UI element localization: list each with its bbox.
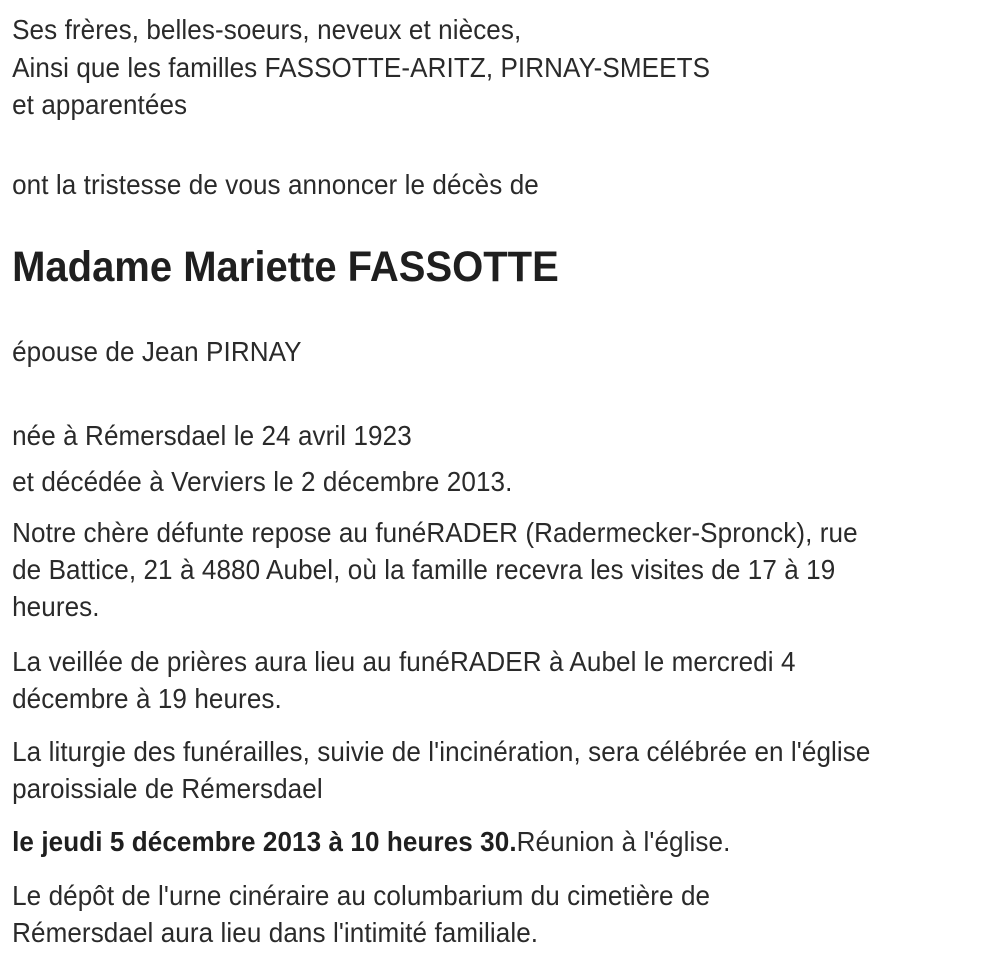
death-line: et décédée à Verviers le 2 décembre 2013. xyxy=(12,466,513,497)
family-intro-line: Ainsi que les familles FASSOTTE-ARITZ, PIRNAY-SMEETS xyxy=(12,52,711,83)
liturgy-paragraph-line: La liturgie des funérailles, suivie de l'incinération, sera célébrée en l'église xyxy=(12,736,871,767)
columbarium-paragraph-line: Le dépôt de l'urne cinéraire au columbarium du cimetière de xyxy=(12,880,711,911)
deceased-name-heading: Madame Mariette FASSOTTE xyxy=(12,243,559,291)
columbarium-paragraph-line: Rémersdael aura lieu dans l'intimité familiale. xyxy=(12,917,539,948)
ceremony-followup: Réunion à l'église. xyxy=(516,826,731,857)
repose-paragraph-line: heures. xyxy=(12,591,100,622)
repose-paragraph-line: Notre chère défunte repose au funéRADER (Radermecker-Spronck), rue xyxy=(12,517,858,548)
family-intro-line: et apparentées xyxy=(12,89,188,120)
announce-line: ont la tristesse de vous annoncer le décès de xyxy=(12,169,539,200)
ceremony-datetime: le jeudi 5 décembre 2013 à 10 heures 30. xyxy=(12,826,517,857)
birth-line: née à Rémersdael le 24 avril 1923 xyxy=(12,420,412,451)
liturgy-paragraph-line: paroissiale de Rémersdael xyxy=(12,773,323,804)
vigil-paragraph-line: décembre à 19 heures. xyxy=(12,683,282,714)
repose-paragraph-line: de Battice, 21 à 4880 Aubel, où la famille recevra les visites de 17 à 19 xyxy=(12,554,836,585)
spouse-line: épouse de Jean PIRNAY xyxy=(12,336,302,367)
vigil-paragraph-line: La veillée de prières aura lieu au funéRADER à Aubel le mercredi 4 xyxy=(12,646,796,677)
family-intro-line: Ses frères, belles-soeurs, neveux et nièces, xyxy=(12,14,522,45)
ceremony-line xyxy=(12,825,730,859)
